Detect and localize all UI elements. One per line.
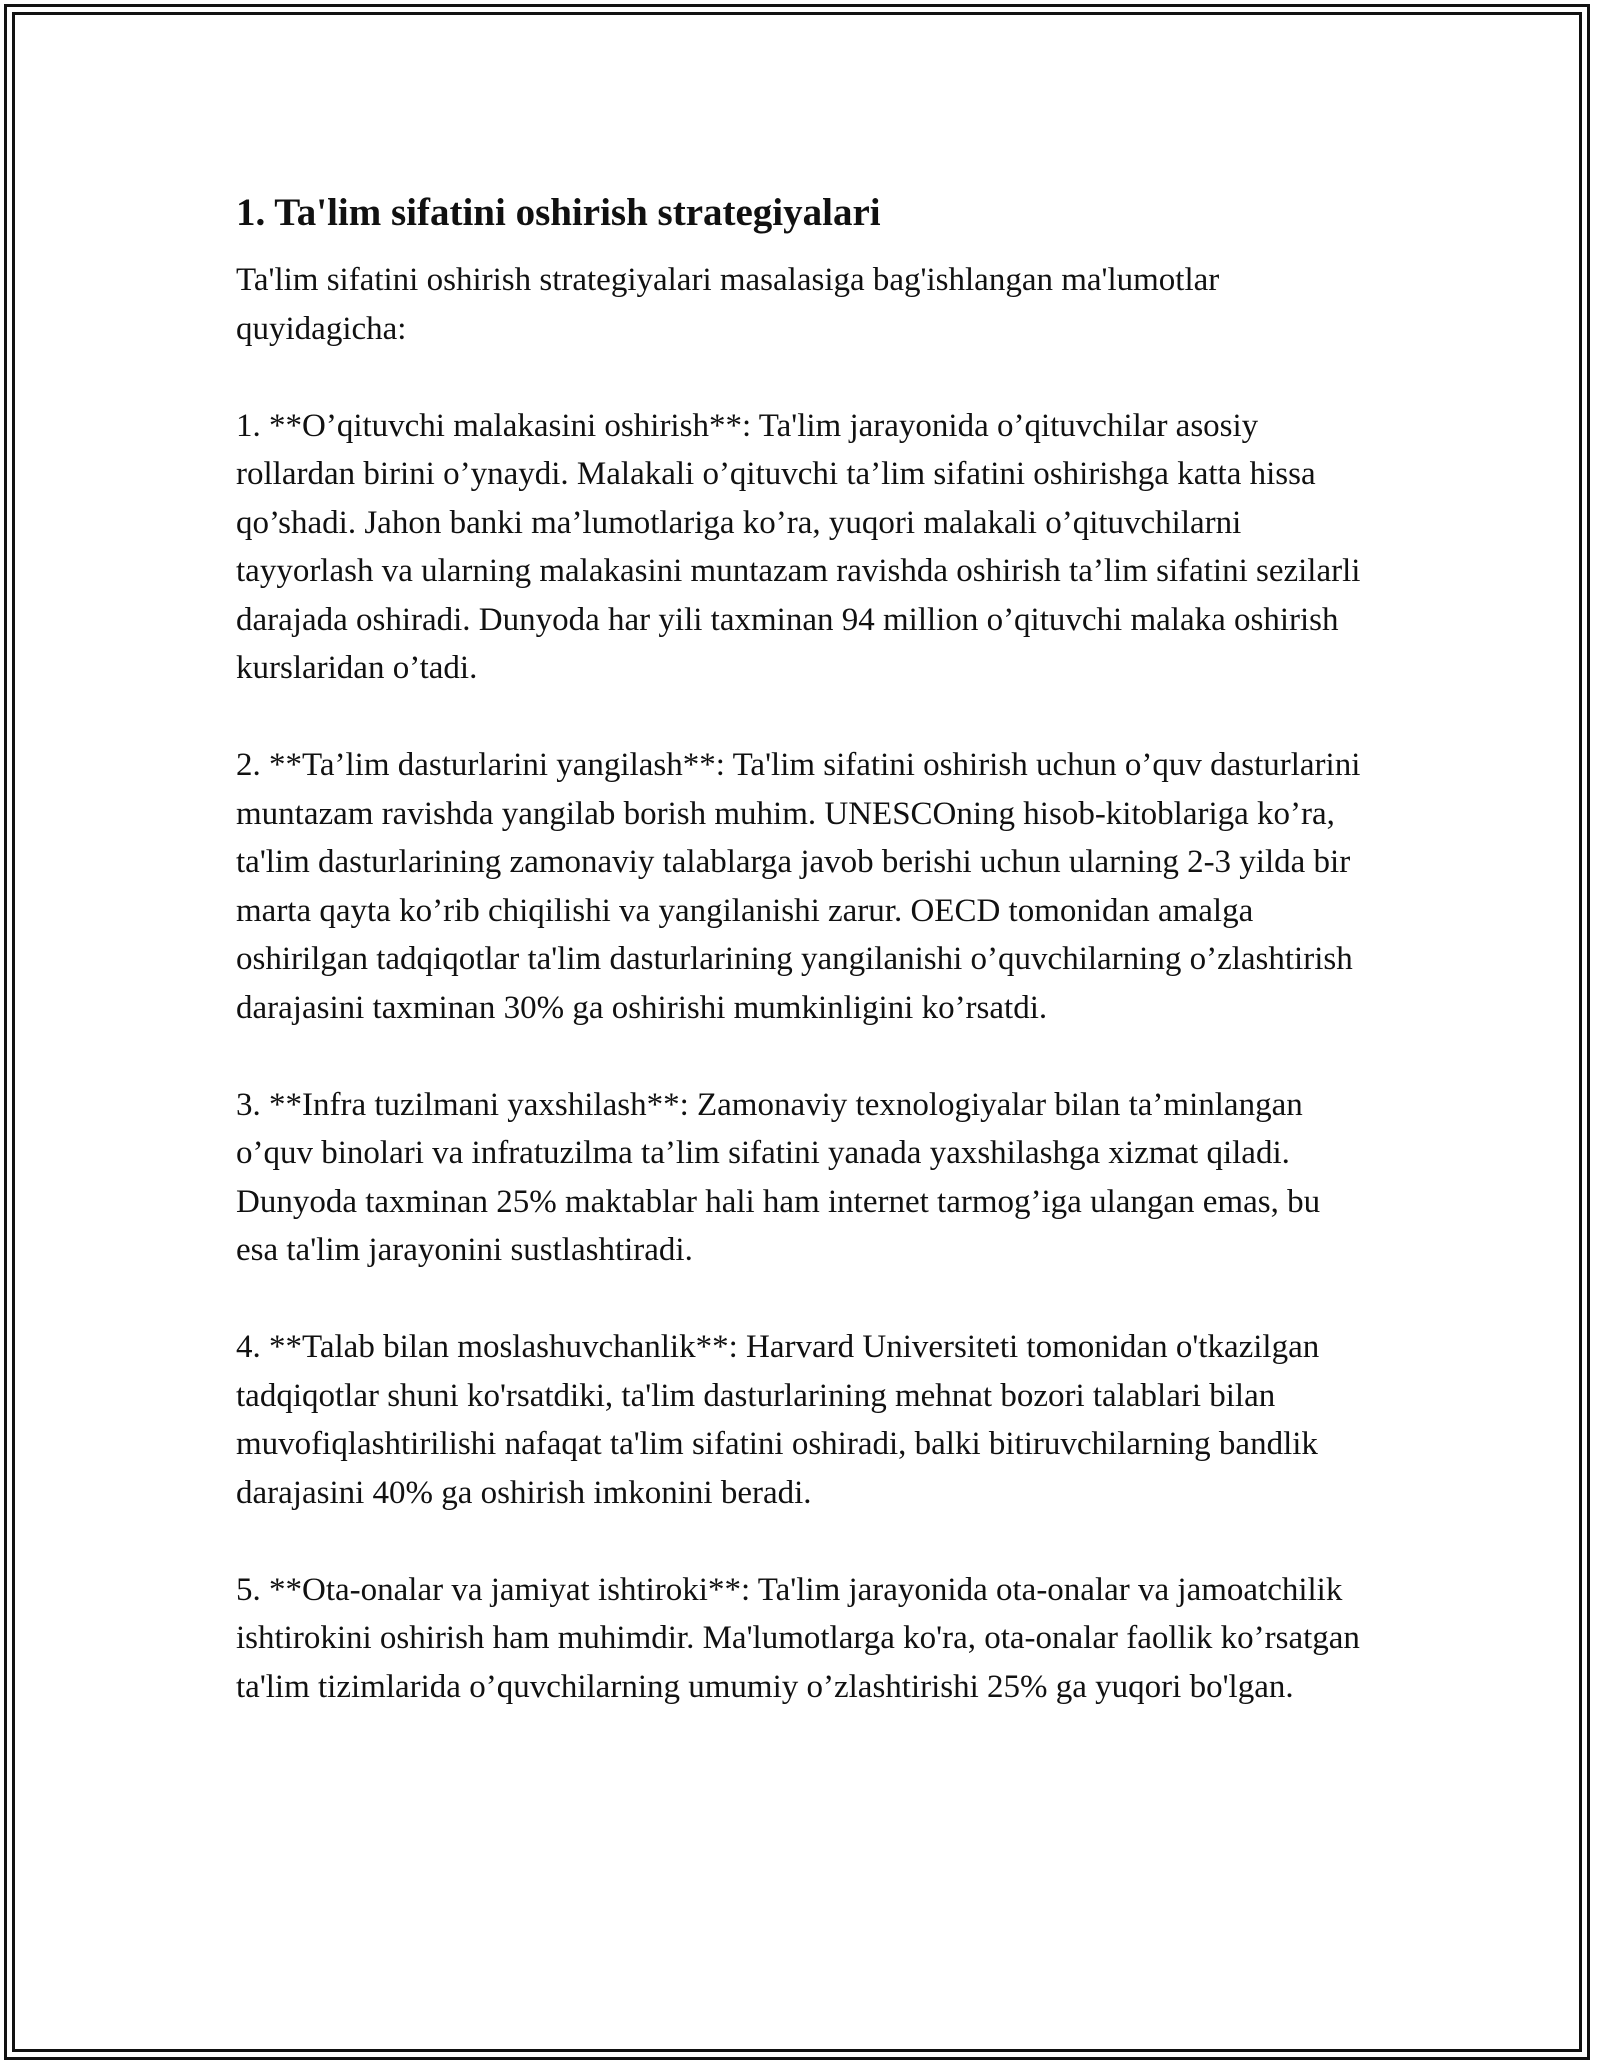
document-title: 1. Ta'lim sifatini oshirish strategiyalari bbox=[236, 191, 881, 234]
strategy-item-curriculum-update: 2. **Ta’lim dasturlarini yangilash**: Ta'lim sifatini oshirish uchun o’quv dasturlarini muntazam ravishda yangilab borish muhim. UNESCOning hisob-kitoblariga ko’ra, ta'lim dasturlarining zamonaviy talablarga javob berishi uchun ularning 2-3 yilda bir marta qayta ko’rib chiqilishi va yangilanishi zarur. OECD tomonidan amalga oshirilgan tadqiqotlar ta'lim dasturlarining yangilanishi o’quvchilarning o’zlashtirish darajasini taxminan 30% ga oshirishi mumkinligini ko’rsatdi. bbox=[236, 747, 1361, 1026]
document-body bbox=[236, 188, 1366, 1760]
strategy-item-community-involvement: 5. **Ota-onalar va jamiyat ishtiroki**: Ta'lim jarayonida ota-onalar va jamoatchilik ishtirokini oshirish ham muhimdir. Ma'lumotlarga ko'ra, ota-onalar faollik ko’rsatgan ta'lim tizimlarida o’quvchilarning umumiy o’zlashtirishi 25% ga yuqori bo'lgan. bbox=[236, 1571, 1360, 1705]
intro-paragraph: Ta'lim sifatini oshirish strategiyalari masalasiga bag'ishlangan ma'lumotlar quyidagicha: bbox=[236, 262, 1220, 347]
strategy-item-labor-market-alignment: 4. **Talab bilan moslashuvchanlik**: Harvard Universiteti tomonidan o'tkazilgan tadqiqotlar shuni ko'rsatdiki, ta'lim dasturlarining mehnat bozori talablari bilan muvofiqlashtirilishi nafaqat ta'lim sifatini oshiradi, balki bitiruvchilarning bandlik darajasini 40% ga oshirish imkonini beradi. bbox=[236, 1329, 1320, 1511]
strategy-item-infrastructure: 3. **Infra tuzilmani yaxshilash**: Zamonaviy texnologiyalar bilan ta’minlangan o’quv binolari va infratuzilma ta’lim sifatini yanada yaxshilashga xizmat qiladi. Dunyoda taxminan 25% maktablar hali ham internet tarmog’iga ulangan emas, bu esa ta'lim jarayonini sustlashtiradi. bbox=[236, 1086, 1321, 1268]
strategy-item-teacher-qualification: 1. **O’qituvchi malakasini oshirish**: Ta'lim jarayonida o’qituvchilar asosiy rollardan birini o’ynaydi. Malakali o’qituvchi ta’lim sifatini oshirishga katta hissa qo’shadi. Jahon banki ma’lumotlariga ko’ra, yuqori malakali o’qituvchilarni tayyorlash va ularning malakasini muntazam ravishda oshirish ta’lim sifatini sezilarli darajada oshiradi. Dunyoda har yili taxminan 94 million o’qituvchi malaka oshirish kurslaridan o’tadi. bbox=[236, 407, 1361, 686]
